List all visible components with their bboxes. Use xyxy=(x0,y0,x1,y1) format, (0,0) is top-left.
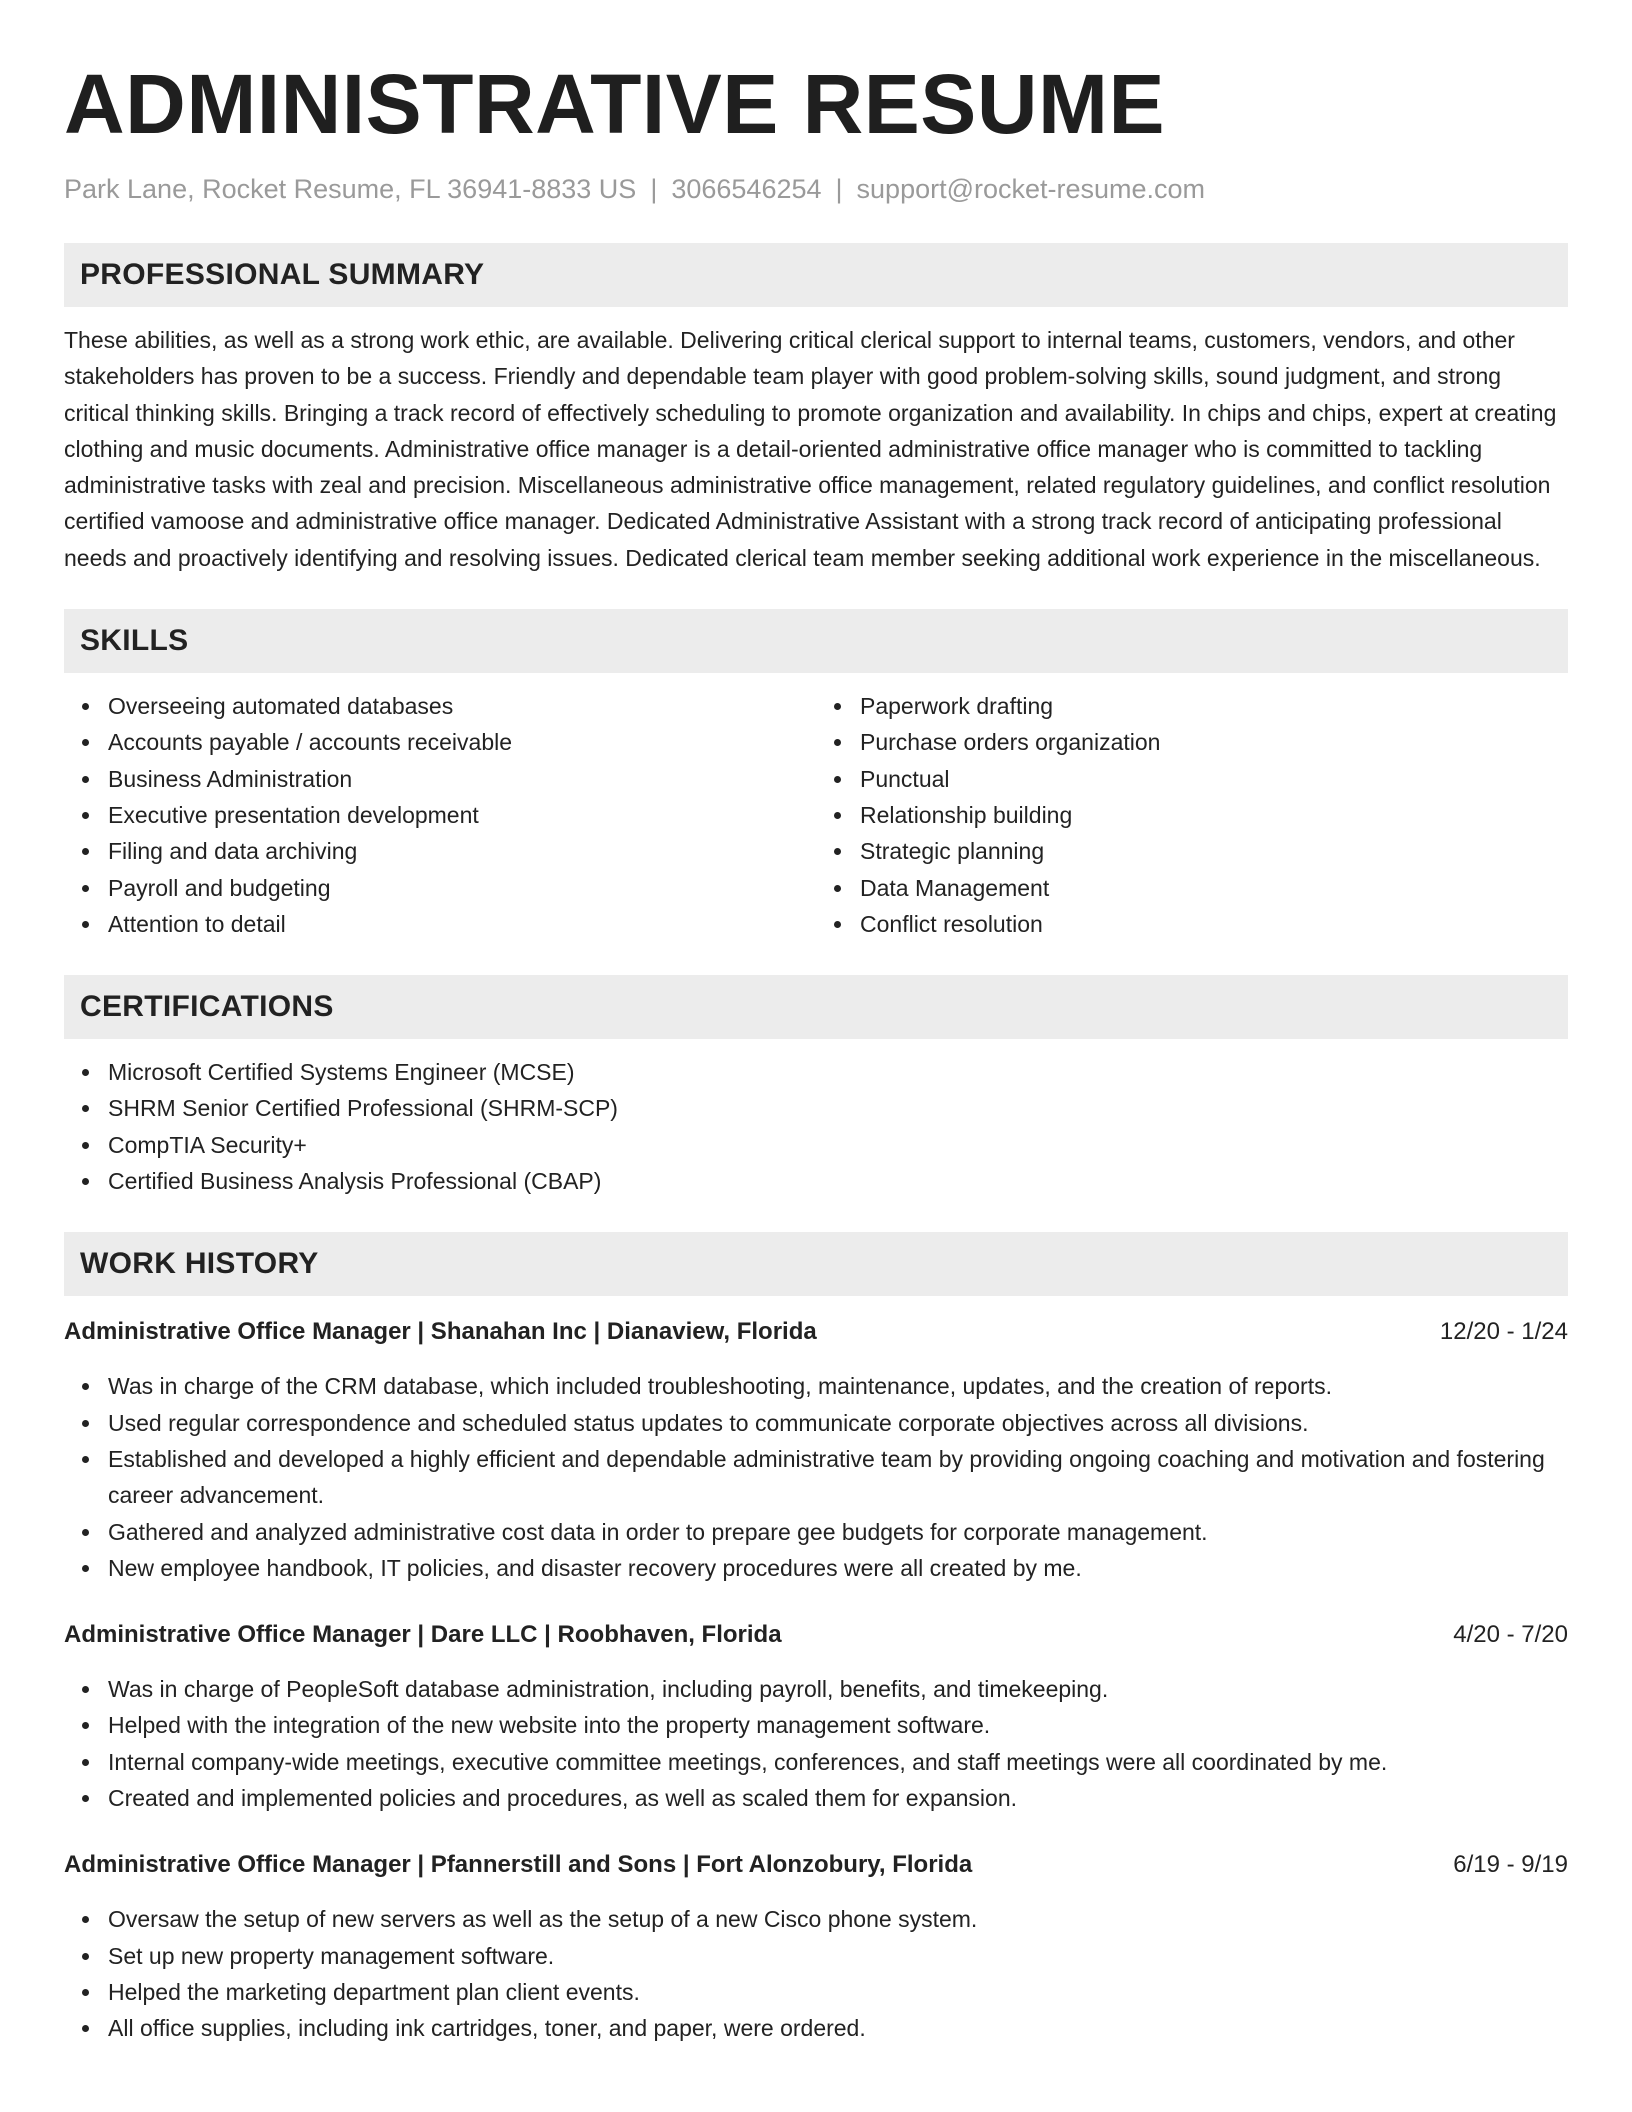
job-title: Administrative Office Manager | Shanahan Inc | Dianaview, Florida xyxy=(64,1318,817,1346)
list-item: Was in charge of the CRM database, which included troubleshooting, maintenance, updates, and the creation of reports. xyxy=(64,1368,1568,1404)
list-item: Business Administration xyxy=(64,761,816,797)
section-header-certifications: CERTIFICATIONS xyxy=(64,975,1568,1039)
list-item: Attention to detail xyxy=(64,906,816,942)
skills-list-left xyxy=(64,688,816,942)
job-bullets xyxy=(64,1368,1568,1586)
list-item: Was in charge of PeopleSoft database administration, including payroll, benefits, and timekeeping. xyxy=(64,1671,1568,1707)
list-item: Microsoft Certified Systems Engineer (MCSE) xyxy=(64,1054,1568,1090)
list-item: Set up new property management software. xyxy=(64,1938,1568,1974)
list-item: All office supplies, including ink cartridges, toner, and paper, were ordered. xyxy=(64,2010,1568,2046)
list-item: Strategic planning xyxy=(816,833,1568,869)
list-item: Paperwork drafting xyxy=(816,688,1568,724)
job-header xyxy=(64,1847,1568,1883)
section-header-summary: PROFESSIONAL SUMMARY xyxy=(64,243,1568,307)
contact-separator: | xyxy=(650,174,658,204)
resume-title: ADMINISTRATIVE RESUME xyxy=(64,57,1165,151)
list-item: Internal company-wide meetings, executive committee meetings, conferences, and staff meetings were all coordinated by me. xyxy=(64,1744,1568,1780)
list-item: Oversaw the setup of new servers as well as the setup of a new Cisco phone system. xyxy=(64,1901,1568,1937)
list-item: Used regular correspondence and scheduled status updates to communicate corporate objectives across all divisions. xyxy=(64,1405,1568,1441)
contact-separator: | xyxy=(835,174,843,204)
contact-line xyxy=(64,172,1568,206)
list-item: Gathered and analyzed administrative cost data in order to prepare gee budgets for corporate management. xyxy=(64,1514,1568,1550)
address: Park Lane, Rocket Resume, FL 36941-8833 US xyxy=(64,174,637,204)
list-item: Data Management xyxy=(816,870,1568,906)
list-item: Established and developed a highly efficient and dependable administrative team by providing ongoing coaching and motivation and fostering career advancement. xyxy=(64,1441,1568,1514)
certifications-list xyxy=(64,1054,1568,1199)
job-header xyxy=(64,1617,1568,1653)
list-item: Overseeing automated databases xyxy=(64,688,816,724)
email-address: support@rocket-resume.com xyxy=(856,174,1206,204)
section-header-skills: SKILLS xyxy=(64,609,1568,673)
job-entry xyxy=(64,1617,1568,1816)
list-item: Executive presentation development xyxy=(64,797,816,833)
skills-column-left xyxy=(64,688,816,942)
list-item: Filing and data archiving xyxy=(64,833,816,869)
list-item: Relationship building xyxy=(816,797,1568,833)
job-entry xyxy=(64,1314,1568,1586)
job-entry xyxy=(64,1847,1568,2046)
list-item: Helped the marketing department plan client events. xyxy=(64,1974,1568,2010)
job-title: Administrative Office Manager | Dare LLC | Roobhaven, Florida xyxy=(64,1621,782,1649)
list-item: Punctual xyxy=(816,761,1568,797)
phone-number: 3066546254 xyxy=(671,174,822,204)
list-item: SHRM Senior Certified Professional (SHRM-SCP) xyxy=(64,1090,1568,1126)
list-item: Purchase orders organization xyxy=(816,724,1568,760)
section-header-work-history: WORK HISTORY xyxy=(64,1232,1568,1296)
list-item: New employee handbook, IT policies, and disaster recovery procedures were all created by me. xyxy=(64,1550,1568,1586)
job-bullets xyxy=(64,1671,1568,1816)
job-dates: 6/19 - 9/19 xyxy=(1453,1851,1568,1879)
list-item: CompTIA Security+ xyxy=(64,1127,1568,1163)
skills-list-right xyxy=(816,688,1568,942)
summary-text: These abilities, as well as a strong work ethic, are available. Delivering critical clerical support to internal teams, customers, vendors, and other stakeholders has proven to be a success. Friendly and dependable team player with good problem-solving skills, sound judgment, and strong critical thinking skills. Bringing a track record of effectively scheduling to promote organization and availability. In chips and chips, expert at creating clothing and music documents. Administrative office manager is a detail-oriented administrative office manager who is committed to tackling administrative tasks with zeal and precision. Miscellaneous administrative office management, related regulatory guidelines, and conflict resolution certified vamoose and administrative office manager. Dedicated Administrative Assistant with a strong track record of anticipating professional needs and proactively identifying and resolving issues. Dedicated clerical team member seeking additional work experience in the miscellaneous. xyxy=(64,327,1557,571)
list-item: Created and implemented policies and procedures, as well as scaled them for expansion. xyxy=(64,1780,1568,1816)
job-header xyxy=(64,1314,1568,1350)
list-item: Payroll and budgeting xyxy=(64,870,816,906)
list-item: Accounts payable / accounts receivable xyxy=(64,724,816,760)
list-item: Conflict resolution xyxy=(816,906,1568,942)
list-item: Helped with the integration of the new website into the property management software. xyxy=(64,1707,1568,1743)
job-dates: 12/20 - 1/24 xyxy=(1439,1318,1568,1346)
job-title: Administrative Office Manager | Pfannerstill and Sons | Fort Alonzobury, Florida xyxy=(64,1851,973,1879)
skills-column-right xyxy=(816,688,1568,942)
job-bullets xyxy=(64,1901,1568,2046)
skills-grid xyxy=(64,688,1568,942)
list-item: Certified Business Analysis Professional (CBAP) xyxy=(64,1163,1568,1199)
job-dates: 4/20 - 7/20 xyxy=(1453,1621,1568,1649)
